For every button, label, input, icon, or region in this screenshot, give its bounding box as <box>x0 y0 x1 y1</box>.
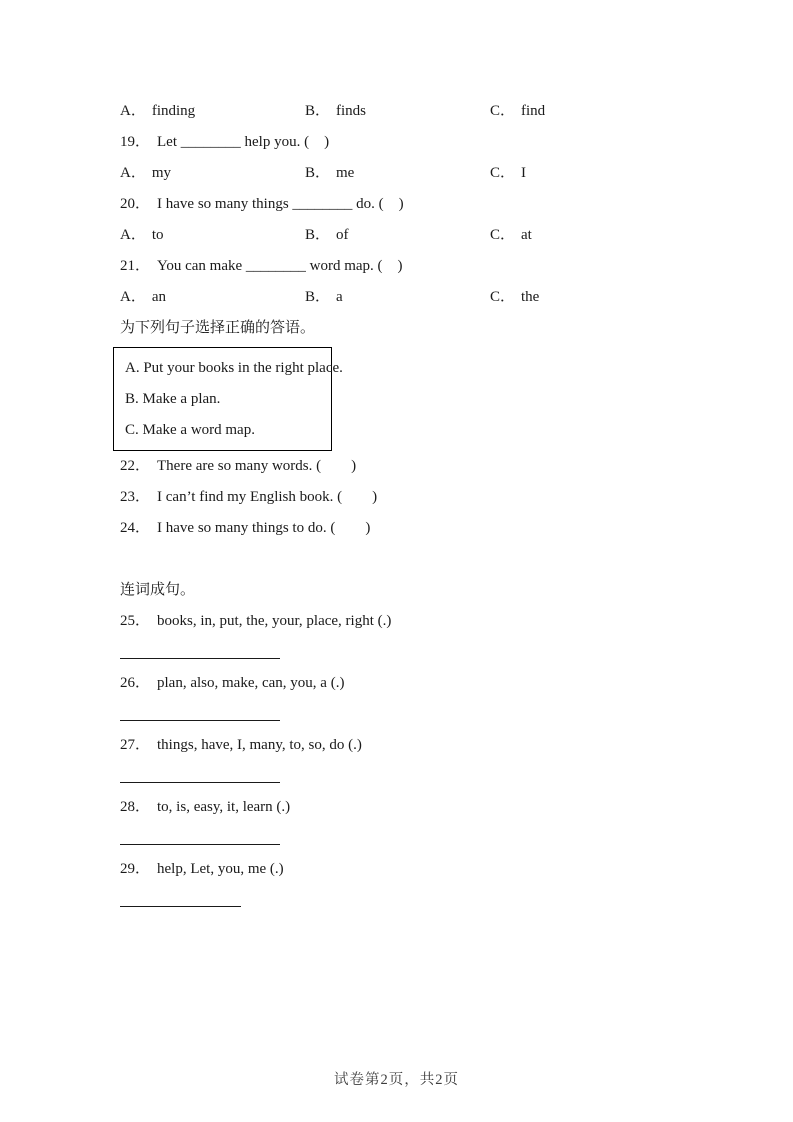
option-letter: B． <box>305 289 331 305</box>
question-number: 23． <box>120 489 151 505</box>
question-text: to, is, easy, it, learn (.) <box>157 799 291 815</box>
option-text: of <box>336 227 349 243</box>
sentence-instruction: 连词成句。 <box>120 582 196 598</box>
option-letter: A． <box>120 165 146 181</box>
question-number: 26． <box>120 675 151 691</box>
option-letter: B． <box>305 165 331 181</box>
answer-blank-line <box>120 782 280 783</box>
question-number: 21． <box>120 258 151 274</box>
option-a <box>120 96 305 127</box>
question-number: 25． <box>120 613 151 629</box>
option-b <box>305 282 490 313</box>
option-letter: B． <box>305 227 331 243</box>
option-text: me <box>336 165 355 181</box>
option-letter: C． <box>490 165 516 181</box>
page-footer: 试卷第2页，共2页 <box>334 1072 459 1088</box>
option-b <box>305 158 490 189</box>
option-letter: A． <box>120 289 146 305</box>
question-number: 20． <box>120 196 151 212</box>
sentence-prompt <box>120 606 743 637</box>
question-text: There are so many words. ( ) <box>157 458 357 474</box>
question-text: You can make ________ word map. ( ) <box>157 258 403 274</box>
option-letter: C． <box>490 289 516 305</box>
answer-option-a: A. Put your books in the right place. <box>125 360 343 376</box>
option-c <box>490 158 743 189</box>
matching-instruction: 为下列句子选择正确的答语。 <box>120 320 316 336</box>
answer-option-b: B. Make a plan. <box>125 391 221 407</box>
sentence-item-27 <box>120 730 743 783</box>
sentence-item-25 <box>120 606 743 659</box>
option-c <box>490 220 743 251</box>
option-text: an <box>151 289 167 305</box>
page-content <box>120 96 743 916</box>
sentence-prompt <box>120 854 743 885</box>
option-text: find <box>521 103 546 119</box>
answer-blank-line <box>120 720 280 721</box>
question-20 <box>120 189 743 220</box>
answer-blank-line <box>120 844 280 845</box>
option-text: finding <box>151 103 196 119</box>
sentence-prompt <box>120 730 743 761</box>
question-text: I have so many things ________ do. ( ) <box>157 196 404 212</box>
option-a <box>120 282 305 313</box>
option-b <box>305 220 490 251</box>
option-letter: C． <box>490 227 516 243</box>
option-c <box>490 282 743 313</box>
question-number: 19． <box>120 134 151 150</box>
option-text: I <box>521 165 527 181</box>
question-number: 22． <box>120 458 151 474</box>
option-text: the <box>521 289 540 305</box>
question-text: Let ________ help you. ( ) <box>157 134 330 150</box>
option-text: my <box>151 165 172 181</box>
question-22 <box>120 451 743 482</box>
question-text: help, Let, you, me (.) <box>157 861 284 877</box>
option-text: at <box>521 227 532 243</box>
question-number: 29． <box>120 861 151 877</box>
sentence-prompt <box>120 792 743 823</box>
option-text: a <box>336 289 343 305</box>
question-text: plan, also, make, can, you, a (.) <box>157 675 345 691</box>
question-number: 27． <box>120 737 151 753</box>
question-21-options <box>120 282 743 313</box>
option-letter: C． <box>490 103 516 119</box>
question-20-options <box>120 220 743 251</box>
option-text: finds <box>336 103 367 119</box>
answer-options-box <box>113 347 343 451</box>
question-24 <box>120 513 743 544</box>
question-number: 28． <box>120 799 151 815</box>
sentence-item-28 <box>120 792 743 845</box>
answer-option-c: C. Make a word map. <box>125 422 255 438</box>
question-number: 24． <box>120 520 151 536</box>
question-18-options <box>120 96 743 127</box>
question-21 <box>120 251 743 282</box>
option-c <box>490 96 743 127</box>
answer-blank-line <box>120 658 280 659</box>
option-letter: A． <box>120 227 146 243</box>
sentence-item-26 <box>120 668 743 721</box>
option-a <box>120 220 305 251</box>
question-text: things, have, I, many, to, so, do (.) <box>157 737 362 753</box>
question-19-options <box>120 158 743 189</box>
question-text: I have so many things to do. ( ) <box>157 520 371 536</box>
option-a <box>120 158 305 189</box>
option-letter: A． <box>120 103 146 119</box>
question-23 <box>120 482 743 513</box>
option-text: to <box>151 227 164 243</box>
question-text: books, in, put, the, your, place, right (.) <box>157 613 392 629</box>
question-text: I can’t find my English book. ( ) <box>157 489 378 505</box>
option-letter: B． <box>305 103 331 119</box>
option-b <box>305 96 490 127</box>
sentence-item-29 <box>120 854 743 907</box>
answer-blank-line <box>120 906 241 907</box>
sentence-prompt <box>120 668 743 699</box>
question-19 <box>120 127 743 158</box>
